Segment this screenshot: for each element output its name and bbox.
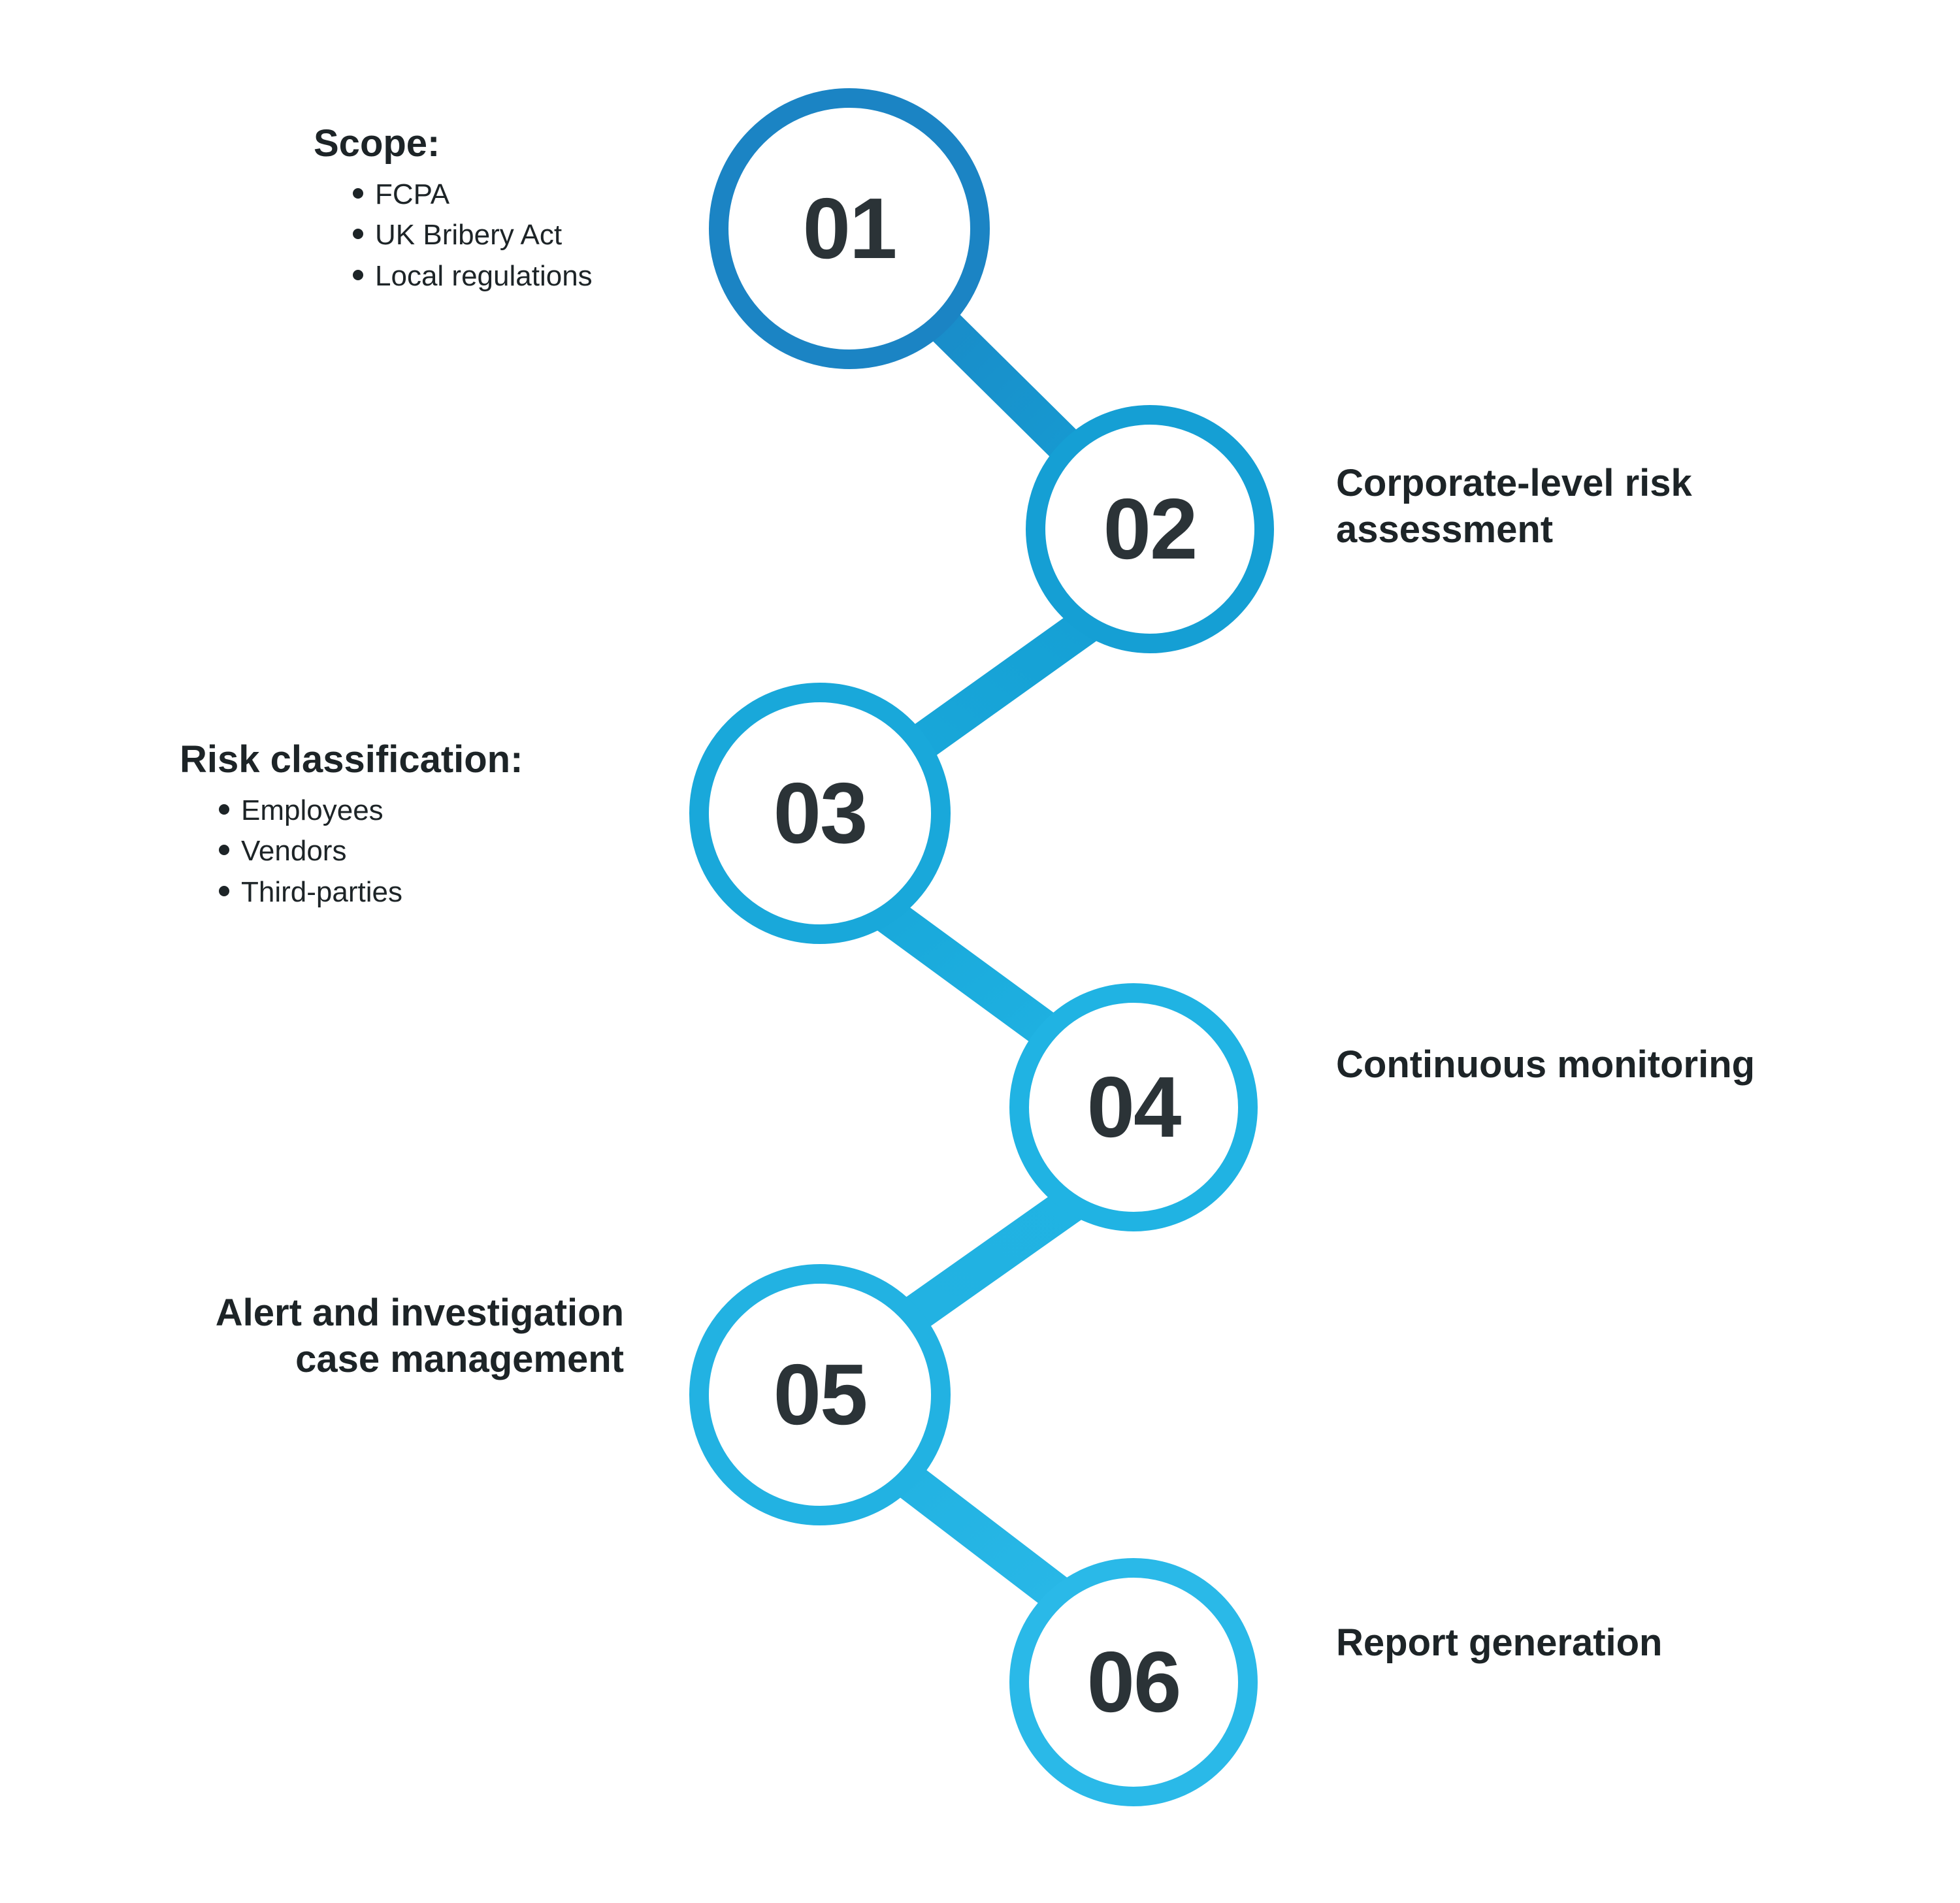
bullet-dot-icon	[219, 845, 229, 855]
list-item-label: Local regulations	[375, 259, 593, 292]
bullet-dot-icon	[219, 886, 229, 896]
step-03-list	[219, 790, 523, 913]
list-item	[219, 790, 523, 831]
list-item-label: FCPA	[375, 178, 450, 210]
step-node-03[interactable]	[689, 683, 951, 944]
list-item	[353, 215, 593, 255]
bullet-dot-icon	[353, 188, 363, 199]
step-node-01[interactable]	[709, 88, 990, 369]
list-item-label: Employees	[241, 794, 384, 826]
list-item	[353, 256, 593, 297]
step-01-list-title: Scope:	[314, 122, 440, 165]
step-number-05: 05	[773, 1346, 867, 1442]
step-node-02[interactable]	[1026, 405, 1274, 653]
step-02-label: Corporate-level risk assessment	[1336, 462, 1692, 551]
step-number-02: 02	[1103, 481, 1197, 577]
step-01-list	[353, 174, 593, 297]
list-item-label: Third-parties	[241, 875, 402, 908]
step-number-04: 04	[1086, 1059, 1181, 1155]
step-number-06: 06	[1086, 1634, 1181, 1730]
step-node-04[interactable]	[1009, 983, 1258, 1231]
bullet-dot-icon	[353, 270, 363, 280]
list-item-label: UK Bribery Act	[375, 219, 563, 252]
step-03-list-title: Risk classification:	[180, 738, 523, 781]
list-item	[219, 872, 523, 913]
step-node-05[interactable]	[689, 1264, 951, 1525]
step-03-detail-block	[180, 737, 523, 913]
step-04-label: Continuous monitoring	[1336, 1043, 1756, 1086]
list-item	[353, 174, 593, 215]
step-node-06[interactable]	[1009, 1558, 1258, 1806]
bullet-dot-icon	[353, 229, 363, 239]
step-number-01: 01	[802, 180, 896, 276]
step-06-label: Report generation	[1336, 1621, 1663, 1664]
step-01-detail-block	[314, 121, 593, 297]
list-item-label: Vendors	[241, 835, 347, 868]
list-item	[219, 831, 523, 871]
step-number-03: 03	[773, 765, 867, 861]
bullet-dot-icon	[219, 804, 229, 815]
step-05-label: Alert and investigation case management	[215, 1292, 624, 1380]
